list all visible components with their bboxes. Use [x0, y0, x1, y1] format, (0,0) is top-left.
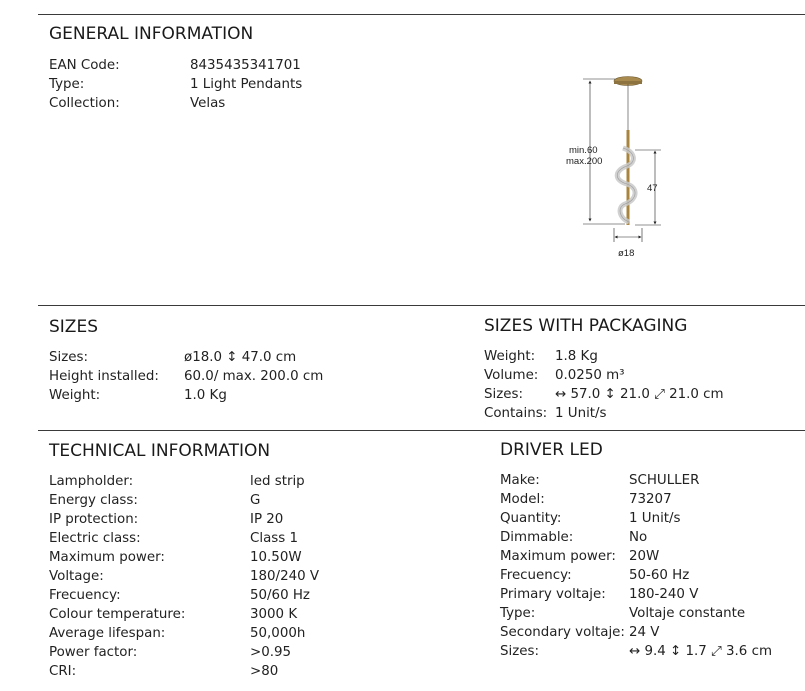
packaging-volume-label: Volume: [484, 368, 539, 383]
technical-value: 180/240 V [250, 569, 320, 584]
driver-label: Frecuency: [500, 568, 572, 583]
packaging-sizes-label: Sizes: [484, 387, 523, 402]
sizes-heading: SIZES [49, 317, 98, 337]
technical-value: >0.95 [250, 645, 292, 660]
sizes-value: ø18.0 ↕ 47.0 cm [184, 350, 297, 365]
diameter-label: ø18 [618, 248, 635, 259]
technical-value: led strip [250, 474, 305, 489]
driver-value: ↔ 9.4 ↕ 1.7 ⤢ 3.6 cm [629, 644, 772, 659]
technical-value: 3000 K [250, 607, 298, 622]
packaging-volume-value: 0.0250 m³ [555, 368, 625, 383]
technical-value: >80 [250, 664, 279, 679]
height-min-label: min.60 [569, 145, 598, 156]
driver-value: 50-60 Hz [629, 568, 690, 583]
technical-label: Lampholder: [49, 474, 134, 489]
general-information-heading: GENERAL INFORMATION [49, 24, 254, 44]
driver-value: No [629, 530, 648, 545]
packaging-weight-label: Weight: [484, 349, 536, 364]
packaging-contains-value: 1 Unit/s [555, 406, 607, 421]
technical-value: IP 20 [250, 512, 284, 527]
driver-value: 24 V [629, 625, 660, 640]
driver-label: Dimmable: [500, 530, 574, 545]
packaging-weight-value: 1.8 Kg [555, 349, 598, 364]
driver-label: Type: [500, 606, 536, 621]
driver-value: 20W [629, 549, 660, 564]
technical-label: IP protection: [49, 512, 139, 527]
technical-heading: TECHNICAL INFORMATION [49, 441, 271, 461]
driver-value: 180-240 V [629, 587, 699, 602]
height-installed-label: Height installed: [49, 369, 159, 384]
packaging-contains-label: Contains: [484, 406, 548, 421]
technical-value: 50/60 Hz [250, 588, 310, 603]
technical-label: Average lifespan: [49, 626, 166, 641]
weight-label: Weight: [49, 388, 101, 403]
driver-value: Voltaje constante [629, 606, 746, 621]
technical-label: Energy class: [49, 493, 138, 508]
technical-value: G [250, 493, 261, 508]
type-label: Type: [49, 77, 85, 92]
technical-value: Class 1 [250, 531, 299, 546]
technical-label: CRI: [49, 664, 77, 679]
collection-value: Velas [190, 96, 226, 111]
pendant-dimension-diagram [555, 70, 685, 270]
driver-label: Sizes: [500, 644, 539, 659]
driver-label: Make: [500, 473, 540, 488]
ean-label: EAN Code: [49, 58, 120, 73]
technical-label: Colour temperature: [49, 607, 186, 622]
divider-sizes [38, 305, 805, 306]
technical-label: Frecuency: [49, 588, 121, 603]
packaging-heading: SIZES WITH PACKAGING [484, 316, 688, 336]
technical-value: 50,000h [250, 626, 306, 641]
driver-label: Maximum power: [500, 549, 616, 564]
body-height-label: 47 [647, 183, 658, 194]
divider-top [38, 14, 805, 15]
collection-label: Collection: [49, 96, 120, 111]
driver-label: Quantity: [500, 511, 562, 526]
technical-label: Voltage: [49, 569, 104, 584]
technical-label: Maximum power: [49, 550, 165, 565]
ean-value: 8435435341701 [190, 58, 301, 73]
driver-heading: DRIVER LED [500, 440, 603, 460]
driver-label: Primary voltaje: [500, 587, 606, 602]
driver-value: SCHULLER [629, 473, 700, 488]
technical-value: 10.50W [250, 550, 302, 565]
driver-label: Secondary voltaje: [500, 625, 625, 640]
driver-label: Model: [500, 492, 545, 507]
type-value: 1 Light Pendants [190, 77, 303, 92]
driver-value: 73207 [629, 492, 672, 507]
height-max-label: max.200 [566, 156, 603, 167]
height-installed-value: 60.0/ max. 200.0 cm [184, 369, 324, 384]
weight-value: 1.0 Kg [184, 388, 227, 403]
technical-label: Electric class: [49, 531, 141, 546]
packaging-sizes-value: ↔ 57.0 ↕ 21.0 ⤢ 21.0 cm [555, 387, 724, 402]
technical-label: Power factor: [49, 645, 138, 660]
rod-shape [627, 130, 630, 225]
divider-technical [38, 430, 805, 431]
driver-value: 1 Unit/s [629, 511, 681, 526]
sizes-label: Sizes: [49, 350, 88, 365]
